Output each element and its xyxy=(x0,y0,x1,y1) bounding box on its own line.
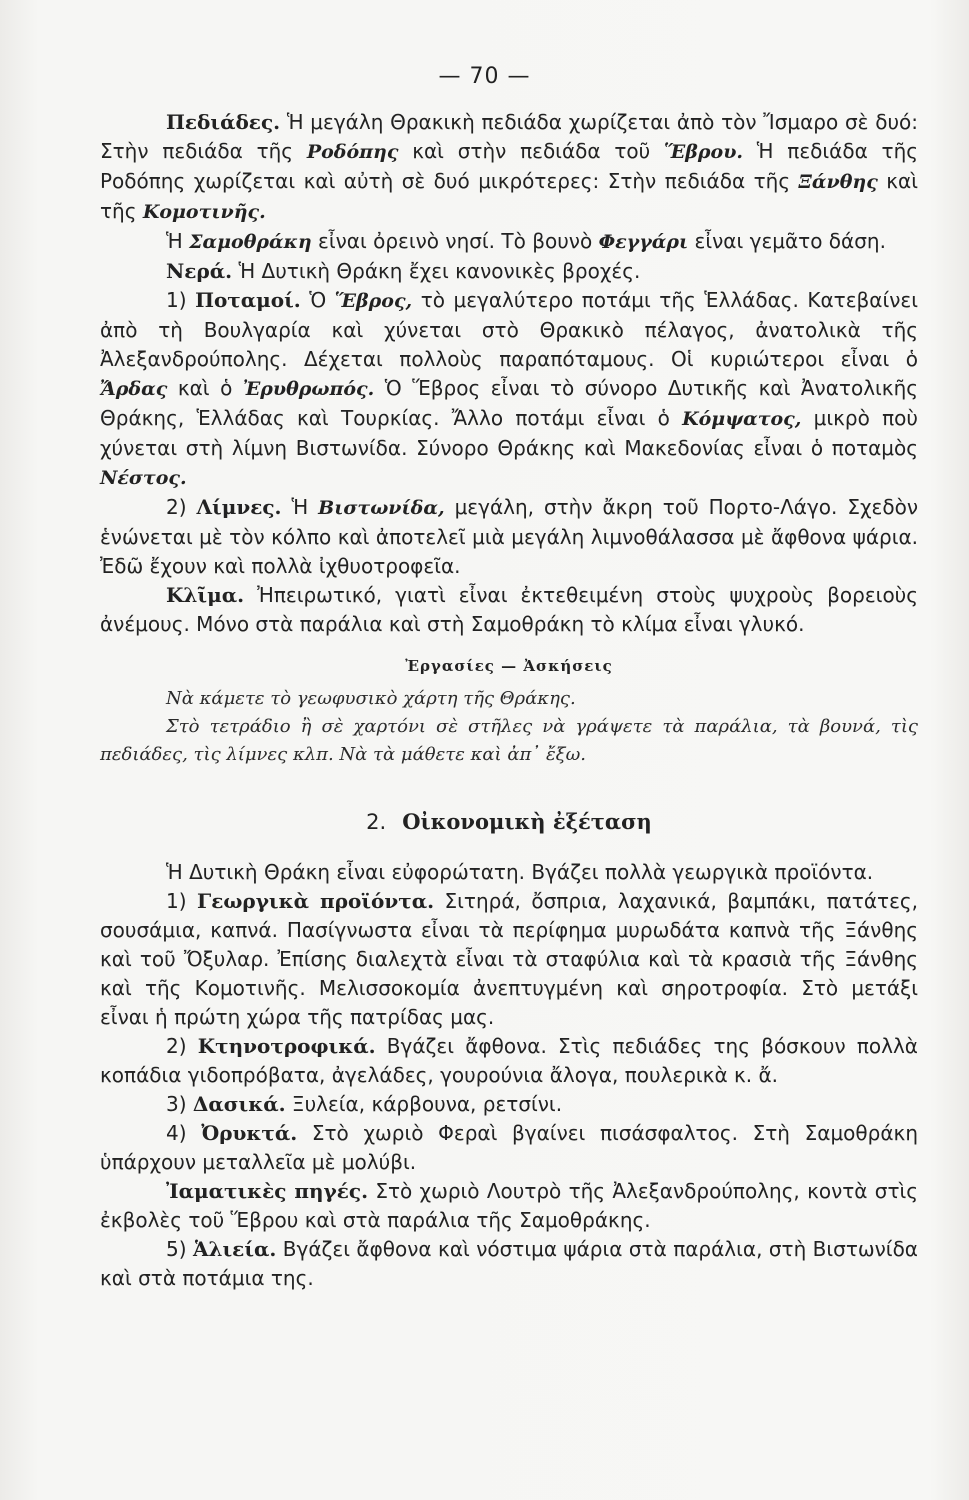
plains-text-1: Ἡ μεγάλη Θρακικὴ πεδιάδα χωρίζεται ἀπὸ τὸν Ἴσμαρο σὲ δυό: Στὴν πεδιάδα τῆς xyxy=(100,110,918,163)
rivers-text-4: Ὁ Ἕβρος εἶναι τὸ σύνορο Δυτικῆς καὶ Ἀνατολικῆς Θράκης, Ἑλλάδας καὶ Τουρκίας. Ἄλλο ποτάμι εἶναι ὁ xyxy=(100,376,918,430)
page-number: — 70 — xyxy=(438,64,531,89)
rivers-heading: Ποταμοί. xyxy=(195,288,301,312)
waters-text: Ἡ Δυτικὴ Θράκη ἔχει κανονικὲς βροχές. xyxy=(232,259,641,283)
lakes-number: 2) xyxy=(166,495,197,519)
lakes-text-1: Ἡ xyxy=(281,495,319,519)
page-body xyxy=(100,108,918,1293)
samothrace-fengari: Φεγγάρι xyxy=(598,231,689,253)
paragraph-climate xyxy=(100,581,918,639)
springs-heading: Ἰαματικὲς πηγές. xyxy=(166,1179,369,1203)
paragraph-forest xyxy=(100,1090,918,1119)
agri-text: Σιτηρά, ὄσπρια, λαχανικά, βαμπάκι, πατάτες, σουσάμια, καπνά. Πασίγνωστα εἶναι τὰ περίφημα μυρωδάτα καπνὰ τῆς Ξάνθης καὶ τοῦ Ὄξυλαρ. Ἐπίσης διαλεχτὰ εἶναι τὰ σταφύλια καὶ τὰ κρασιὰ τῆς Ξάνθης καὶ τῆς Κομοτινῆς. Μελισσοκομία ἀνεπτυγμένη καὶ σηροτροφία. Στὸ μετάξι εἶναι ἡ πρώτη χώρα τῆς πατρίδας μας. xyxy=(100,889,918,1029)
livestock-text: Βγάζει ἄφθονα. Στὶς πεδιάδες της βόσκουν πολλὰ κοπάδια γιδοπρόβατα, ἀγελάδες, γουρούνια ἄλογα, πουλερικὰ κ. ἄ. xyxy=(100,1034,918,1087)
lakes-vistonida: Βιστωνίδα, xyxy=(318,497,445,519)
lakes-text-2: μεγάλη, στὴν ἄκρη τοῦ Πορτο-Λάγο. Σχεδὸν ἑνώνεται μὲ τὸν κόλπο καὶ ἀποτελεῖ μιὰ μεγάλη λιμνοθάλασσα μὲ ἄφθονα ψάρια. Ἐδῶ ἔχουν καὶ πολλὰ ἰχθυοτροφεῖα. xyxy=(100,495,918,578)
rivers-text-1: Ὁ xyxy=(300,288,335,312)
fishing-text: Βγάζει ἄφθονα καὶ νόστιμα ψάρια στὰ παράλια, στὴ Βιστωνίδα καὶ στὰ ποτάμια της. xyxy=(100,1237,918,1290)
livestock-number: 2) xyxy=(166,1034,198,1058)
paragraph-lakes xyxy=(100,493,918,581)
plains-text-4: καὶ τῆς xyxy=(100,169,918,223)
paragraph-waters xyxy=(100,257,918,286)
agri-heading: Γεωργικὰ προϊόντα. xyxy=(197,889,435,913)
paragraph-economy-intro: Ἡ Δυτικὴ Θράκη εἶναι εὐφορώτατη. Βγάζει πολλὰ γεωργικὰ προϊόντα. xyxy=(166,860,874,884)
rivers-ardas: Ἄρδας xyxy=(100,378,168,400)
samothrace-name: Σαμοθράκη xyxy=(189,231,312,253)
section-number: 2. xyxy=(366,810,387,834)
paragraph-agriculture xyxy=(100,887,918,1032)
paragraph-livestock xyxy=(100,1032,918,1090)
rivers-text-2: τὸ μεγαλύτερο ποτάμι τῆς Ἑλλάδας. Κατεβαίνει ἀπὸ τὴ Βουλγαρία καὶ χύνεται στὸ Θρακικὸ πέλαγος, ἀνατολικὰ τῆς Ἀλεξανδρούπολης. Δέχεται πολλοὺς παραπόταμους. Οἱ κυριώτεροι εἶναι ὁ xyxy=(100,288,918,371)
samothrace-text-1: Ἡ xyxy=(166,229,190,253)
plains-xanthi: Ξάνθης xyxy=(798,171,878,193)
plains-text-2: καὶ στὴν πεδιάδα τοῦ xyxy=(398,139,664,163)
forest-heading: Δασικά. xyxy=(192,1092,286,1116)
plains-rodopi: Ροδόπης xyxy=(306,141,399,163)
rivers-nestos: Νέστος. xyxy=(100,467,187,489)
forest-number: 3) xyxy=(166,1092,193,1116)
samothrace-text-3: εἶναι γεμᾶτο δάση. xyxy=(688,229,886,253)
paragraph-rivers xyxy=(100,286,918,493)
rivers-erythropos: Ἐρυθρωπός. xyxy=(242,378,375,400)
paragraph-minerals xyxy=(100,1119,918,1177)
climate-text: Ἠπειρωτικό, γιατὶ εἶναι ἐκτεθειμένη στοὺς ψυχροὺς βορειοὺς ἀνέμους. Μόνο στὰ παράλια καὶ στὴ Σαμοθράκη τὸ κλίμα εἶναι γλυκό. xyxy=(100,583,918,636)
minerals-number: 4) xyxy=(166,1121,202,1145)
plains-heading: Πεδιάδες. xyxy=(166,110,281,134)
livestock-heading: Κτηνοτροφικά. xyxy=(197,1034,376,1058)
waters-heading: Νερά. xyxy=(166,259,233,283)
rivers-text-3: καὶ ὁ xyxy=(167,376,243,400)
exercises-heading: Ἐργασίες — Ἀσκήσεις xyxy=(405,657,613,675)
plains-evros: Ἕβρου. xyxy=(664,141,743,163)
paragraph-fishing xyxy=(100,1235,918,1293)
springs-text: Στὸ χωριὸ Λουτρὸ τῆς Ἀλεξανδρούπολης, κοντὰ στὶς ἐκβολὲς τοῦ Ἕβρου καὶ στὰ παράλια τῆς Σαμοθράκης. xyxy=(100,1179,919,1232)
rivers-evros: Ἕβρος, xyxy=(334,290,413,312)
plains-komotini: Κομοτινῆς. xyxy=(142,201,266,223)
climate-heading: Κλῖμα. xyxy=(166,583,245,607)
section-title-text: Οἰκονομικὴ ἐξέταση xyxy=(402,809,652,834)
rivers-number: 1) xyxy=(166,288,196,312)
fishing-heading: Ἁλιεία. xyxy=(192,1237,277,1261)
rivers-kompsatos: Κόμψατος, xyxy=(682,408,802,430)
paragraph-plains xyxy=(100,108,918,227)
forest-text: Ξυλεία, κάρβουνα, ρετσίνι. xyxy=(285,1092,563,1116)
plains-text-3: Ἡ πεδιάδα τῆς Ροδόπης χωρίζεται καὶ αὐτὴ σὲ δυό μικρότερες: Στὴν πεδιάδα τῆς xyxy=(100,139,918,193)
section-title xyxy=(100,809,918,834)
rivers-text-5: μικρὸ ποὺ χύνεται στὴ λίμνη Βιστωνίδα. Σύνορο Θράκης καὶ Μακεδονίας εἶναι ὁ ποταμὸς xyxy=(100,406,918,460)
exercise-line-2: Στὸ τετράδιο ἢ σὲ χαρτόνι σὲ στῆλες νὰ γράψετε τὰ παράλια, τὰ βουνά, τὶς πεδιάδες, τὶς λίμνες κλπ. Νὰ τὰ μάθετε καὶ ἀπ᾿ ἔξω. xyxy=(100,716,918,765)
samothrace-text-2: εἶναι ὀρεινὸ νησί. Τὸ βουνὸ xyxy=(311,229,599,253)
paragraph-samothrace xyxy=(100,227,918,257)
paragraph-springs xyxy=(100,1177,918,1235)
agri-number: 1) xyxy=(166,889,198,913)
minerals-heading: Ὀρυκτά. xyxy=(201,1121,298,1145)
lakes-heading: Λίμνες. xyxy=(196,495,282,519)
exercise-line-1: Νὰ κάμετε τὸ γεωφυσικὸ χάρτη τῆς Θράκης. xyxy=(166,688,576,709)
fishing-number: 5) xyxy=(166,1237,193,1261)
minerals-text: Στὸ χωριὸ Φεραὶ βγαίνει πισάσφαλτος. Στὴ Σαμοθράκη ὑπάρχουν μεταλλεῖα μὲ μολύβι. xyxy=(100,1121,918,1174)
